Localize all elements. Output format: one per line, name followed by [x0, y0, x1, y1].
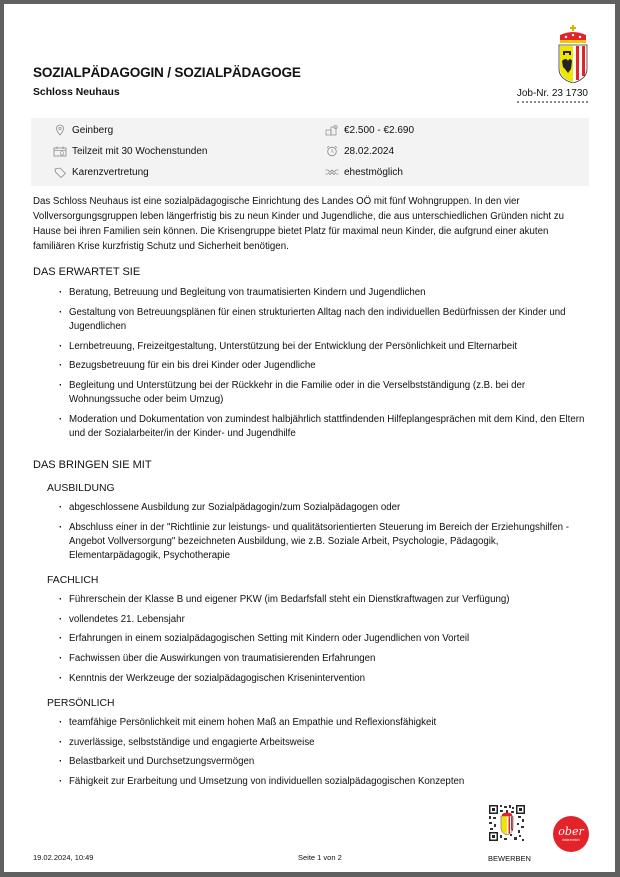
list-item: · Moderation und Dokumentation von zumindest halbjährlich stattfindenden Hilfeplangesprächen mit dem Kind, den Eltern und der Sozialarbeiter/in der Kinder- und Jugendhilfe [59, 413, 589, 442]
list-item: · Gestaltung von Betreuungsplänen für einen strukturierten Alltag nach den individuellen Bedürfnissen der Kinder und Jugendlichen [59, 306, 589, 335]
contract-type-text: Karenzvertretung [72, 166, 149, 178]
professional-list [59, 593, 589, 691]
oberoesterreich-brand-logo [553, 816, 589, 852]
list-item: · vollendetes 21. Lebensjahr [59, 613, 589, 627]
job-number: Job-Nr. 23 1730 [517, 88, 588, 103]
info-hours [53, 144, 207, 158]
job-info-box [31, 118, 589, 186]
info-contract-type [53, 165, 149, 179]
list-item: · Erfahrungen in einem sozialpädagogischen Setting mit Kindern oder Jugendlichen von Vorteil [59, 632, 589, 646]
list-item: · Abschluss einer in der "Richtlinie zur leistungs- und qualitätsorientierten Steuerung im Bereich der Erziehungshilfen - Angebot Vollversorgung" bezeichneten Ausbildung, wie z.B. Soziale Arbeit, Psychologie, Pädagogik, Elementarpädagogik, Psychotherapie [59, 521, 589, 564]
hours-text: Teilzeit mit 30 Wochenstunden [72, 145, 208, 157]
section-heading-requirements: DAS BRINGEN SIE MIT [33, 459, 152, 471]
list-item: · Begleitung und Unterstützung bei der Rückkehr in die Familie oder in die Verselbstständigung (z.B. bei der Wohnungssuche oder beim Umzug) [59, 379, 589, 408]
info-location [53, 123, 113, 137]
calendar-clock-icon [53, 145, 67, 157]
intro-paragraph: Das Schloss Neuhaus ist eine sozialpädagogische Einrichtung des Landes OÖ mit fünf Wohngruppen. In den vier Vollversorgungsgruppen leben längerfristig bis zu neun Kinder und Jugendliche, die aus unterschiedlichen Gründen nicht zu Hause bei ihren Familien sein können. Die Krisengruppe bietet Platz für maximal neun Kinder, die aufgrund einer akuten familiären Krise kurzfristig Schutz und Sicherheit benötigen. [33, 196, 565, 252]
section-heading-tasks: DAS ERWARTET SIE [33, 266, 141, 278]
personal-list [59, 716, 589, 795]
tag-icon [53, 166, 67, 178]
brand-logo-text: ober [558, 825, 584, 838]
list-item: · Beratung, Betreuung und Begleitung von traumatisierten Kindern und Jugendlichen [59, 286, 589, 300]
print-timestamp: 19.02.2024, 10:49 [33, 853, 94, 862]
list-item: · Fachwissen über die Auswirkungen von traumatisierenden Erfahrungen [59, 652, 589, 666]
location-pin-icon [53, 124, 67, 136]
apply-label[interactable]: BEWERBEN [488, 854, 531, 863]
apply-qr-code[interactable] [488, 804, 526, 848]
list-item: · zuverlässige, selbstständige und engagierte Arbeitsweise [59, 736, 589, 750]
brand-logo-subtext: österreich [562, 837, 580, 842]
deadline-text: 28.02.2024 [344, 145, 395, 157]
list-item: · abgeschlossene Ausbildung zur Sozialpädagogin/zum Sozialpädagogen oder [59, 501, 589, 515]
handshake-icon [325, 166, 339, 178]
employer-name: Schloss Neuhaus [33, 87, 120, 98]
salary-text: €2.500 - €2.690 [344, 124, 415, 136]
education-list [59, 501, 589, 569]
list-item: · Fähigkeit zur Erarbeitung und Umsetzung von individuellen sozialpädagogischen Konzepten [59, 775, 589, 789]
document-page [4, 4, 615, 872]
subheading-personal: PERSÖNLICH [47, 698, 115, 709]
page-number: Seite 1 von 2 [298, 853, 342, 862]
subheading-professional: FACHLICH [47, 575, 99, 586]
upper-austria-crest-icon [556, 25, 590, 83]
list-item: · Bezugsbetreuung für ein bis drei Kinder oder Jugendliche [59, 359, 589, 373]
alarm-clock-icon [325, 145, 339, 157]
info-deadline [325, 144, 394, 158]
job-title: SOZIALPÄDAGOGIN / SOZIALPÄDAGOGE [33, 65, 301, 80]
info-salary [325, 123, 414, 137]
money-icon [325, 124, 339, 136]
location-text: Geinberg [72, 124, 114, 136]
list-item: · Führerschein der Klasse B und eigener PKW (im Bedarfsfall steht ein Dienstkraftwagen zur Verfügung) [59, 593, 589, 607]
list-item: · teamfähige Persönlichkeit mit einem hohen Maß an Empathie und Reflexionsfähigkeit [59, 716, 589, 730]
info-start [325, 165, 403, 179]
tasks-list [59, 286, 589, 447]
list-item: · Kenntnis der Werkzeuge der sozialpädagogischen Krisenintervention [59, 672, 589, 686]
list-item: · Belastbarkeit und Durchsetzungsvermögen [59, 755, 589, 769]
start-text: ehestmöglich [344, 166, 403, 178]
list-item: · Lernbetreuung, Freizeitgestaltung, Unterstützung bei der Entwicklung der Persönlichkeit und Elternarbeit [59, 340, 589, 354]
subheading-education: AUSBILDUNG [47, 483, 115, 494]
